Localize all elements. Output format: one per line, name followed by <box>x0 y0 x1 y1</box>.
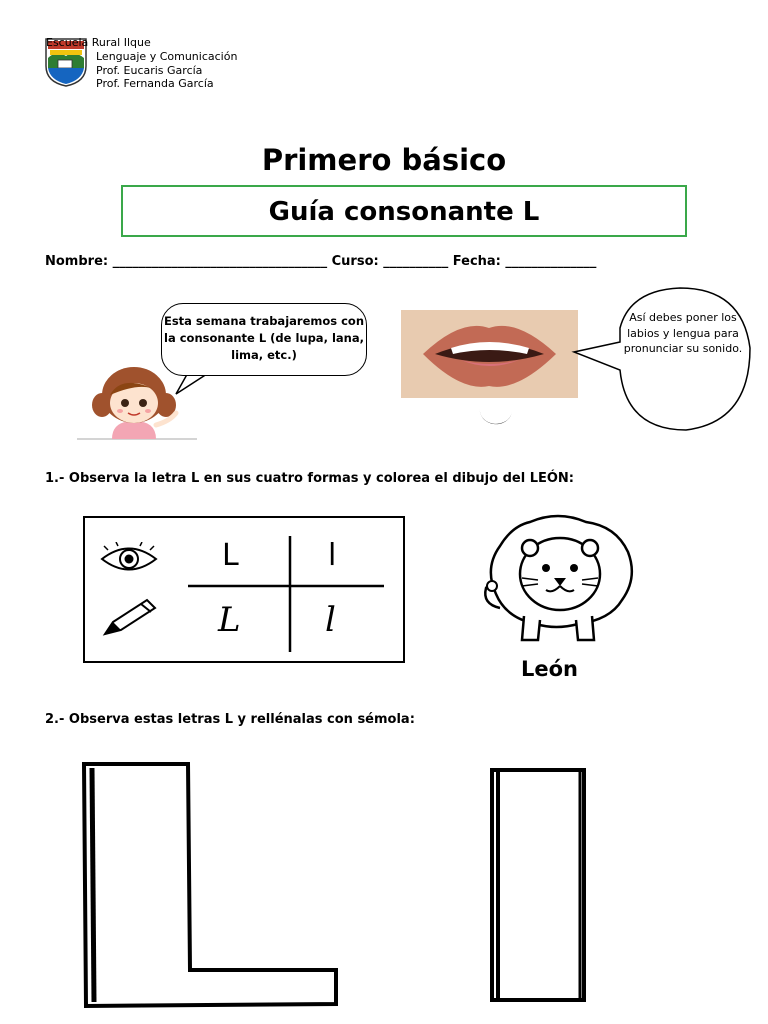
question-1: 1.- Observa la letra L en sus cuatro formas y colorea el dibujo del LEÓN: <box>45 471 574 486</box>
lion-icon <box>478 512 640 644</box>
school-name: Escuela Rural Ilque <box>46 36 151 49</box>
mouth-image-icon <box>401 310 578 398</box>
big-letter-upper-l-outline <box>78 760 344 1010</box>
speech-bubble-left: Esta semana trabajaremos con la consonante L (de lupa, lana, lima, etc.) <box>161 303 367 376</box>
pencil-icon <box>101 596 157 638</box>
subject-name: Lenguaje y Comunicación <box>96 50 238 63</box>
print-lower-l: l <box>328 538 337 573</box>
print-upper-l: L <box>222 538 239 573</box>
eye-icon <box>100 542 158 576</box>
question-2: 2.- Observa estas letras L y rellénalas con sémola: <box>45 712 415 727</box>
speech-bubble-right-shape <box>570 284 755 434</box>
moon-icon <box>472 400 518 434</box>
letter-grid <box>186 534 386 654</box>
guide-title: Guía consonante L <box>121 185 687 237</box>
page-title: Primero básico <box>261 143 507 177</box>
big-letter-lower-l-outline <box>488 766 590 1004</box>
speech-bubble-right: Así debes poner los labios y lengua para pronunciar su sonido. <box>623 311 743 355</box>
teacher-1: Prof. Eucaris García <box>96 64 203 77</box>
cursive-upper-l: L <box>218 600 241 640</box>
teacher-2: Prof. Fernanda García <box>96 77 214 90</box>
lion-label: León <box>521 657 579 681</box>
student-form-line: Nombre: _________________________________ Curso: __________ Fecha: ______________ <box>45 254 597 269</box>
cursive-lower-l: l <box>325 600 336 640</box>
